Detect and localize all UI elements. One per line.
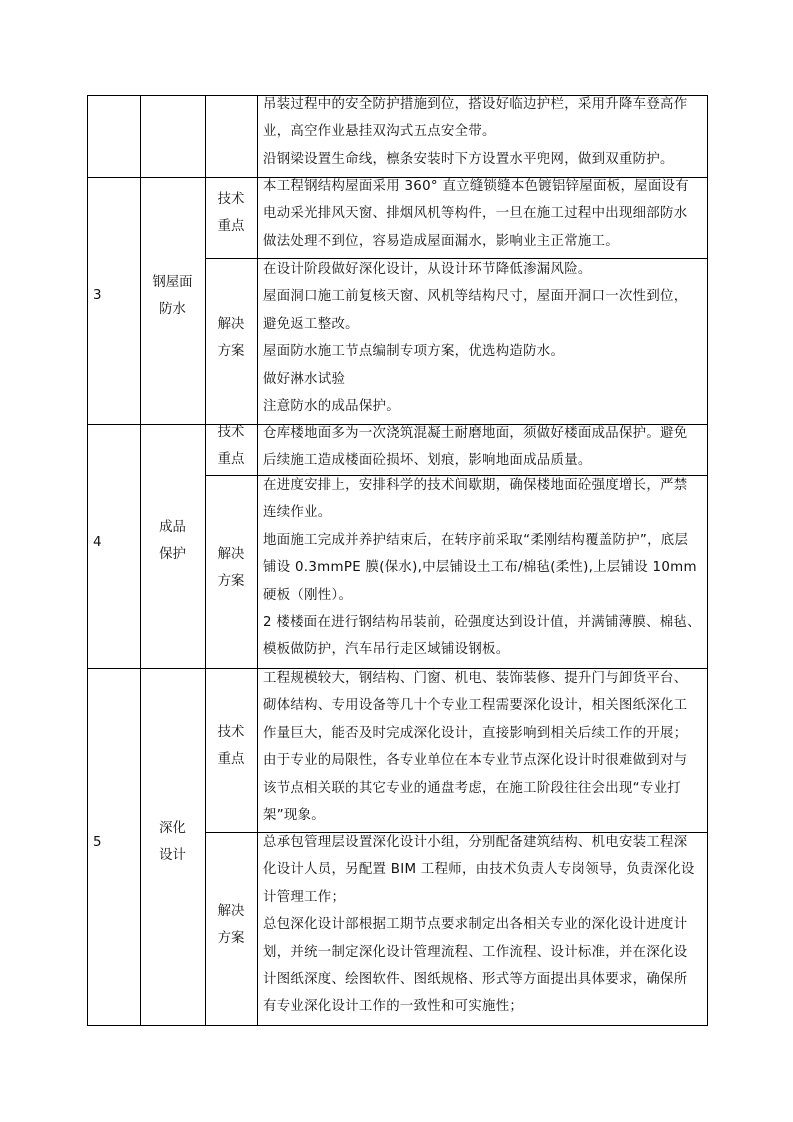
cell-line: 在设计阶段做好深化设计，从设计环节降低渗漏风险。 bbox=[263, 262, 592, 277]
cell-line: 本工程钢结构屋面采用 360° 直立缝锁缝本色镀铝锌屋面板，屋面设有 bbox=[263, 179, 689, 194]
key-point-cell bbox=[263, 665, 687, 829]
key-point-cell bbox=[263, 420, 687, 475]
key-point-cell bbox=[263, 173, 689, 255]
label-line: 解决 bbox=[217, 317, 245, 332]
row-number: 5 bbox=[93, 835, 102, 850]
cell-line: 化设计人员，另配置 BIM 工程师，由技术负责人专岗领导，负责深化设 bbox=[263, 862, 695, 878]
cell-line: 模板做防护，汽车吊行走区域铺设钢板。 bbox=[263, 642, 510, 658]
cell-line: 做好淋水试验 bbox=[263, 371, 346, 387]
item-name-line: 防水 bbox=[159, 302, 186, 318]
cell-line: 后续施工造成楼面砼损坏、划痕，影响地面成品质量。 bbox=[263, 453, 592, 469]
solution-cell bbox=[263, 256, 687, 420]
item-name bbox=[140, 269, 205, 324]
key-point-label bbox=[205, 719, 257, 774]
cell-line: 工程规模较大，钢结构、门窗、机电、装饰装修、提升门与卸货平台、 bbox=[263, 671, 688, 686]
item-name-line: 成品 bbox=[159, 520, 186, 535]
cell-line: 2 楼楼面在进行钢结构吊装前，砼强度达到设计值，并满铺薄膜、棉毡、 bbox=[263, 614, 701, 630]
cell-line: 硬板（刚性）。 bbox=[263, 587, 353, 603]
row-number: 3 bbox=[93, 288, 102, 303]
cell-line: 有专业深化设计工作的一致性和可实施性； bbox=[263, 999, 524, 1015]
cell-line: 注意防水的成品保护。 bbox=[263, 398, 400, 414]
label-line: 重点 bbox=[217, 752, 245, 768]
key-point-label bbox=[205, 419, 257, 474]
label-line: 重点 bbox=[217, 219, 245, 235]
continuation-solution-cell bbox=[263, 91, 687, 173]
cell-line: 架”现象。 bbox=[263, 807, 325, 823]
item-name bbox=[140, 815, 205, 870]
cell-line: 计管理工作； bbox=[263, 889, 346, 905]
item-name-line: 钢屋面 bbox=[152, 275, 193, 290]
label-line: 方案 bbox=[217, 931, 245, 947]
label-line: 解决 bbox=[217, 904, 245, 919]
border-bottom bbox=[87, 1025, 708, 1026]
cell-line: 由于专业的局限性，各专业单位在本专业节点深化设计时很难做到对与 bbox=[263, 753, 688, 769]
label-line: 技术 bbox=[217, 425, 245, 440]
cell-line: 该节点相关联的其它专业的通盘考虑，在施工阶段往往会出现“专业打 bbox=[263, 780, 681, 796]
row-number: 4 bbox=[93, 535, 102, 550]
item-name-line: 深化 bbox=[159, 821, 186, 836]
cell-line: 在进度安排上，安排科学的技术间歇期，确保楼地面砼强度增长，严禁 bbox=[263, 478, 688, 493]
solution-cell bbox=[263, 829, 695, 1021]
cell-line: 砌体结构、专用设备等几十个专业工程需要深化设计，相关图纸深化工 bbox=[263, 698, 688, 714]
cell-line: 总承包管理层设置深化设计小组，分别配备建筑结构、机电安装工程深 bbox=[263, 835, 688, 850]
cell-line: 屋面洞口施工前复核天窗、风机等结构尺寸，屋面开洞口一次性到位， bbox=[263, 289, 688, 305]
cell-line: 避免返工整改。 bbox=[263, 316, 359, 332]
solution-label bbox=[205, 541, 257, 596]
cell-line: 划，并统一制定深化设计管理流程、工作流程、设计标准，并在深化设 bbox=[263, 944, 688, 960]
cell-line: 计图纸深度、绘图软件、图纸规格、形式等方面提出具体要求，确保所 bbox=[263, 971, 688, 987]
cell-line: 地面施工完成并养护结束后，在转序前采取“柔刚结构覆盖防护”，底层 bbox=[263, 532, 689, 548]
border-left bbox=[87, 95, 88, 1026]
label-line: 重点 bbox=[217, 452, 245, 468]
cell-line: 总包深化设计部根据工期节点要求制定出各相关专业的深化设计进度计 bbox=[263, 917, 688, 933]
cell-line: 连续作业。 bbox=[263, 505, 332, 521]
cell-line: 仓库楼地面多为一次浇筑混凝土耐磨地面，须做好楼面成品保护。避免 bbox=[263, 426, 688, 441]
item-name-line: 保护 bbox=[159, 547, 186, 563]
border-right bbox=[707, 95, 708, 1026]
solution-label bbox=[205, 898, 257, 953]
cell-line: 做法处理不到位，容易造成屋面漏水，影响业主正常施工。 bbox=[263, 233, 619, 249]
key-point-label bbox=[205, 186, 257, 241]
cell-line: 沿钢梁设置生命线，檩条安装时下方设置水平兜网，做到双重防护。 bbox=[263, 151, 674, 167]
label-line: 技术 bbox=[217, 725, 245, 740]
cell-line: 业，高空作业悬挂双沟式五点安全带。 bbox=[263, 124, 496, 140]
label-line: 方案 bbox=[217, 574, 245, 590]
cell-line: 屋面防水施工节点编制专项方案，优选构造防水。 bbox=[263, 344, 565, 360]
label-line: 技术 bbox=[217, 192, 245, 207]
item-name bbox=[140, 514, 205, 569]
label-line: 解决 bbox=[217, 547, 245, 562]
cell-line: 铺设 0.3mmPE 膜(保水),中层铺设土工布/棉毡(柔性),上层铺设 10mm bbox=[263, 560, 697, 576]
cell-line: 吊装过程中的安全防护措施到位，搭设好临边护栏，采用升降车登高作 bbox=[263, 97, 688, 112]
solution-cell bbox=[263, 472, 701, 664]
solution-label bbox=[205, 311, 257, 366]
cell-line: 电动采光排风天窗、排烟风机等构件，一旦在施工过程中出现细部防水 bbox=[263, 206, 688, 222]
cell-line: 作量巨大，能否及时完成深化设计，直接影响到相关后续工作的开展； bbox=[263, 725, 688, 741]
item-name-line: 设计 bbox=[159, 848, 186, 864]
col-divider bbox=[257, 95, 258, 1026]
label-line: 方案 bbox=[217, 344, 245, 360]
